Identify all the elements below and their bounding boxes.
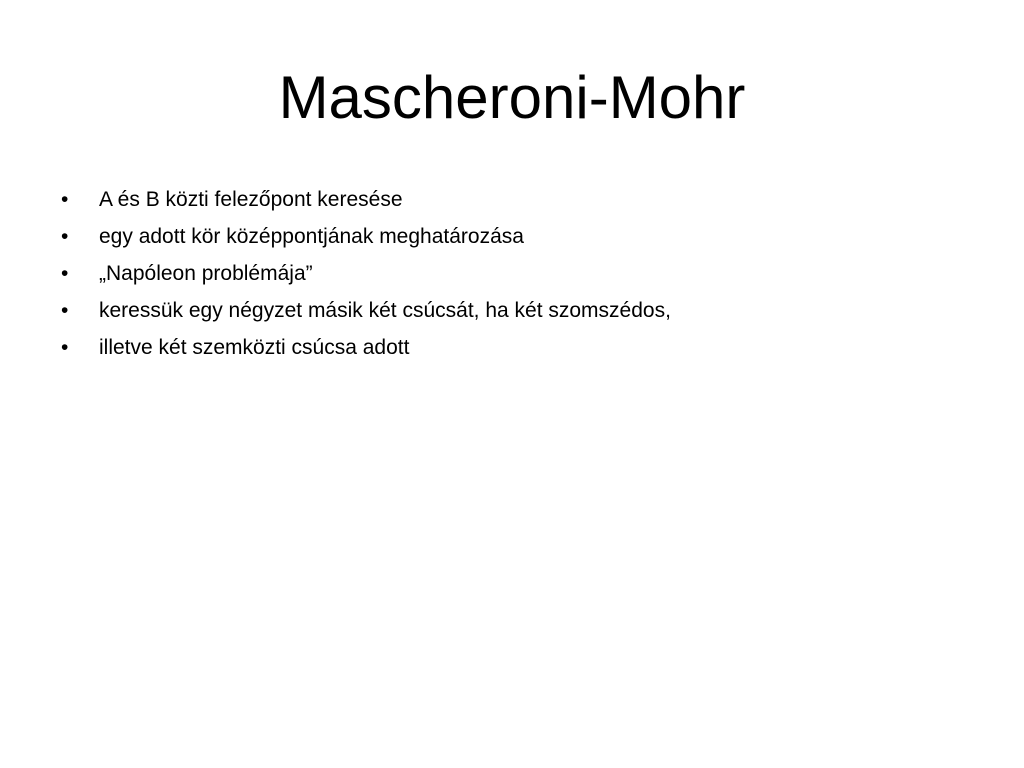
bullet-item <box>58 258 978 295</box>
bullet-item <box>58 332 978 369</box>
bullet-item <box>58 295 978 332</box>
bullet-text: egy adott kör középpontjának meghatározása <box>99 225 524 248</box>
bullet-point-icon: • <box>61 225 69 248</box>
bullet-point-icon: • <box>61 262 69 285</box>
bullet-point-icon: • <box>61 299 69 322</box>
bullet-text: „Napóleon problémája” <box>99 262 313 285</box>
bullet-item <box>58 221 978 258</box>
bullet-text: keressük egy négyzet másik két csúcsát, ha két szomszédos, <box>99 299 671 322</box>
bullet-item <box>58 184 978 221</box>
bullet-text: illetve két szemközti csúcsa adott <box>99 336 410 359</box>
bullet-point-icon: • <box>61 188 69 211</box>
bullet-list <box>58 184 978 369</box>
bullet-text: A és B közti felezőpont keresése <box>99 188 403 211</box>
slide-title: Mascheroni-Mohr <box>278 64 746 131</box>
bullet-point-icon: • <box>61 336 69 359</box>
